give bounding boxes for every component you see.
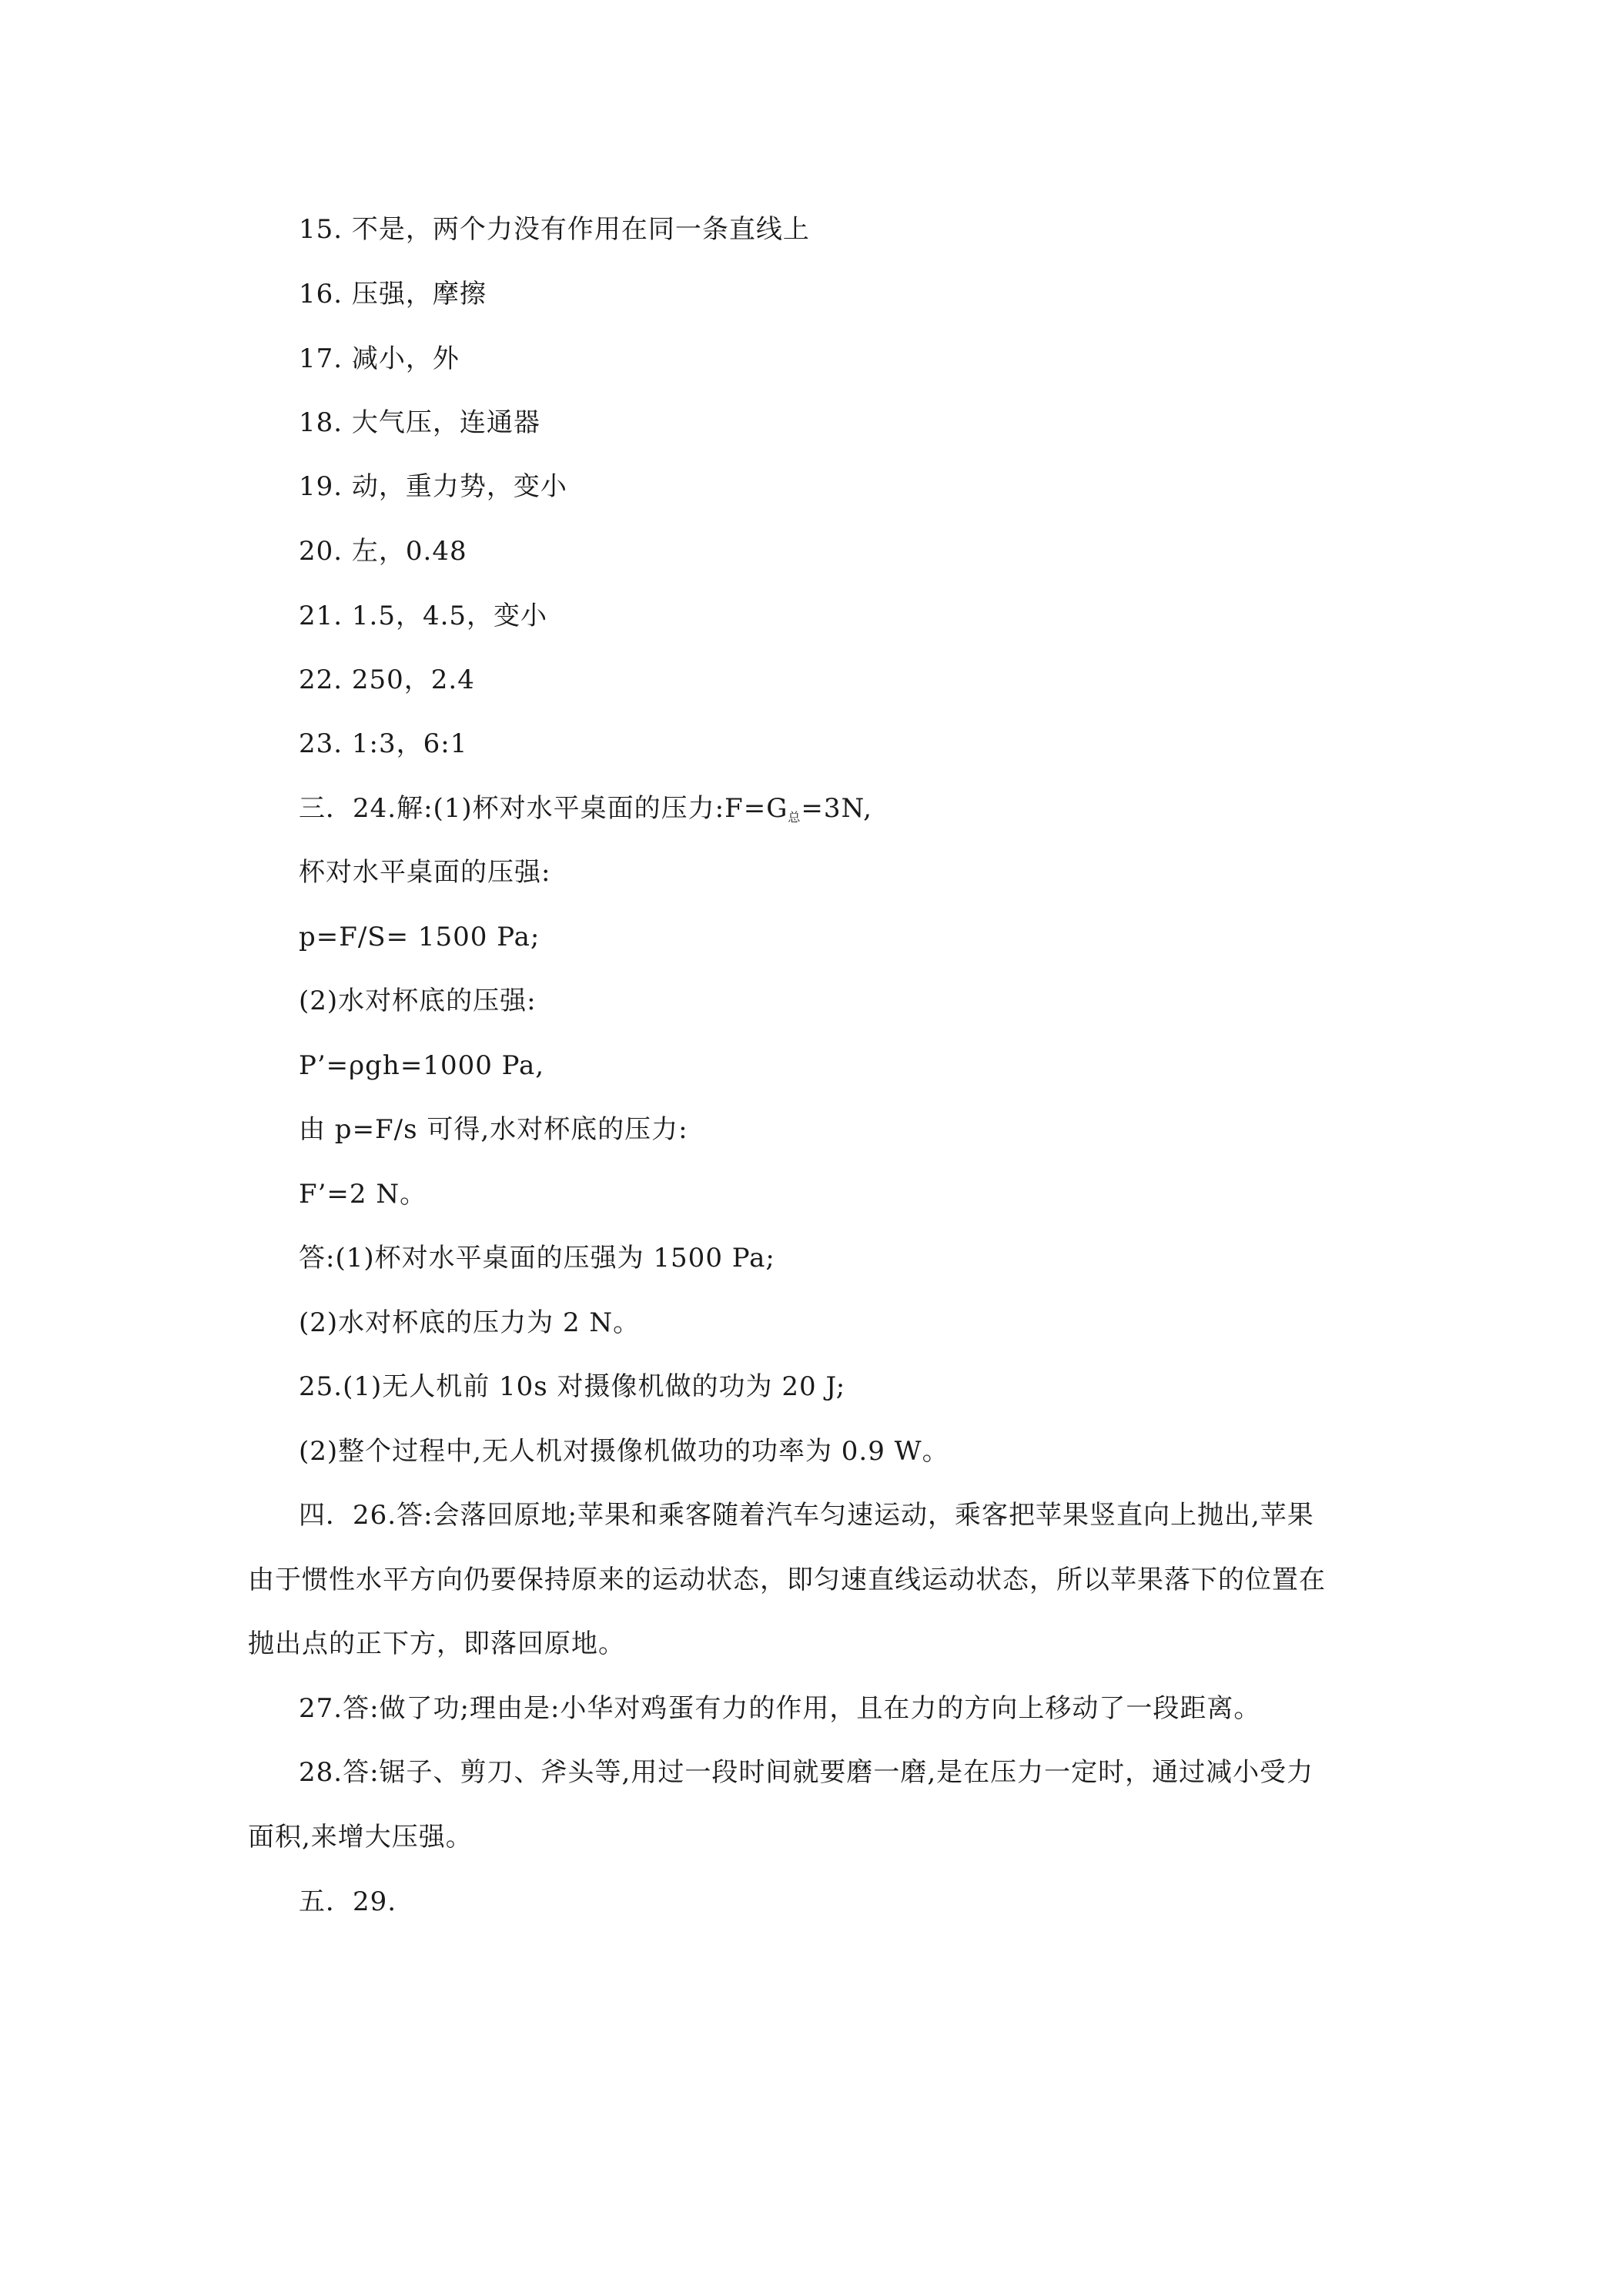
q24-line-2: 杯对水平桌面的压强: <box>299 857 551 888</box>
answer-number: 16. <box>299 279 343 310</box>
answer-text: 250，2.4 <box>351 664 475 695</box>
answer-number: 20. <box>299 536 343 567</box>
answer-text: 1:3，6:1 <box>351 728 468 759</box>
q24-line-5: P’=ρgh=1000 Pa, <box>299 1050 545 1081</box>
q25-line-2: (2)整个过程中,无人机对摄像机做功的功率为 0.9 W。 <box>299 1436 949 1467</box>
answer-text: 1.5，4.5，变小 <box>351 601 548 631</box>
q24-line-1 <box>299 793 872 833</box>
answer-number: 18. <box>299 407 343 438</box>
q24-intro-text: 三．24.解:(1)杯对水平桌面的压力:F=G <box>299 793 788 824</box>
answer-15 <box>299 214 810 245</box>
answer-text: 左，0.48 <box>351 536 467 567</box>
q24-intro-tail: =3N, <box>801 793 872 824</box>
answer-19 <box>299 471 567 502</box>
answer-text: 大气压，连通器 <box>351 407 540 438</box>
q28-line-1: 28.答:锯子、剪刀、斧头等,用过一段时间就要磨一磨,是在压力一定时，通过减小受力 <box>299 1757 1314 1788</box>
q24-line-3: p=F/S= 1500 Pa; <box>299 922 540 952</box>
q27-line: 27.答:做了功;理由是:小华对鸡蛋有力的作用，且在力的方向上移动了一段距离。 <box>299 1693 1261 1724</box>
q24-line-7: F’=2 N。 <box>299 1179 427 1210</box>
q24-line-8: 答:(1)杯对水平桌面的压强为 1500 Pa; <box>299 1243 775 1274</box>
answer-text: 压强，摩擦 <box>351 279 487 310</box>
subscript-total: 总 <box>788 810 801 825</box>
answer-21 <box>299 601 547 631</box>
q24-line-6: 由 p=F/s 可得,水对杯底的压力: <box>299 1114 688 1145</box>
q26-line-3: 抛出点的正下方，即落回原地。 <box>248 1628 625 1659</box>
answer-number: 22. <box>299 664 343 695</box>
answer-text: 减小，外 <box>351 343 460 374</box>
answer-22 <box>299 664 475 695</box>
answer-17 <box>299 343 460 374</box>
answer-number: 23. <box>299 728 343 759</box>
q26-line-2: 由于惯性水平方向仍要保持原来的运动状态，即匀速直线运动状态，所以苹果落下的位置在 <box>248 1565 1326 1595</box>
answer-18 <box>299 407 540 438</box>
q28-line-2: 面积,来增大压强。 <box>248 1822 473 1853</box>
q24-line-9: (2)水对杯底的压力为 2 N。 <box>299 1307 641 1338</box>
q24-line-4: (2)水对杯底的压强: <box>299 986 537 1016</box>
answer-20 <box>299 536 467 567</box>
answer-number: 21. <box>299 601 343 631</box>
q26-line-1: 四．26.答:会落回原地;苹果和乘客随着汽车匀速运动，乘客把苹果竖直向上抛出,苹果 <box>299 1500 1314 1531</box>
q25-line-1: 25.(1)无人机前 10s 对摄像机做的功为 20 J; <box>299 1371 846 1402</box>
q29-line: 五．29. <box>299 1886 397 1917</box>
answer-text: 不是，两个力没有作用在同一条直线上 <box>351 214 810 245</box>
answer-number: 19. <box>299 471 343 502</box>
answer-number: 17. <box>299 343 343 374</box>
answer-text: 动，重力势，变小 <box>351 471 567 502</box>
answer-16 <box>299 279 487 310</box>
answer-number: 15. <box>299 214 343 245</box>
answer-23 <box>299 728 467 759</box>
